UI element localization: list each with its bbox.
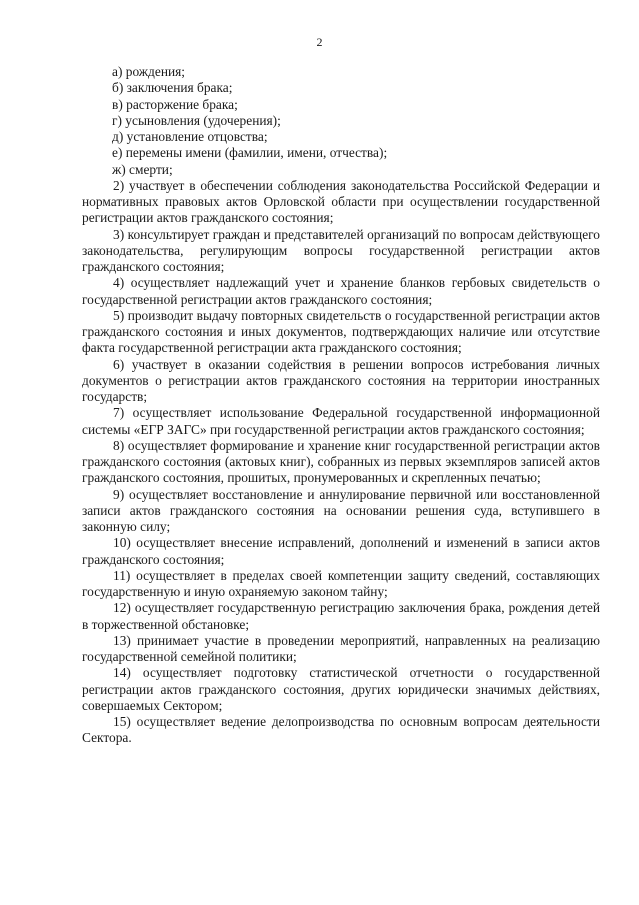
page-number: 2 (316, 35, 323, 49)
paragraph-6: 6) участвует в оказании содействия в решении вопросов истребования личных документов о регистрации актов гражданского состояния на территории иностранных государств; (82, 356, 600, 404)
paragraph-5: 5) производит выдачу повторных свидетельств о государственной регистрации актов гражданского состояния и иных документов, подтверждающих наличие или отсутствие факта государственной регистрации акта гражданского состояния; (82, 307, 600, 356)
list-item-divorce: в) расторжение брака; (112, 96, 238, 112)
paragraph-15: 15) осуществляет ведение делопроизводства по основным вопросам деятельности Сектора. (82, 714, 600, 746)
paragraph-11: 11) осуществляет в пределах своей компетенции защиту сведений, составляющих государственную и иную охраняемую законом тайну; (82, 567, 600, 599)
list-item-name-change: е) перемены имени (фамилии, имени, отчества); (112, 145, 388, 161)
paragraph-9: 9) осуществляет восстановление и аннулирование первичной или восстановленной записи актов гражданского состояния на основании решения суда, вступившего в законную силу; (82, 486, 600, 534)
list-item-death: ж) смерти; (112, 161, 173, 177)
paragraph-13: 13) принимает участие в проведении мероприятий, направленных на реализацию государственной семейной политики; (82, 632, 600, 664)
list-item-paternity: д) установление отцовства; (112, 129, 268, 144)
paragraph-12: 12) осуществляет государственную регистрацию заключения брака, рождения детей в торжественной обстановке; (82, 600, 600, 632)
paragraph-7: 7) осуществляет использование Федеральной государственной информационной системы «ЕГР ЗАГС» при государственной регистрации актов гражданского состояния; (82, 405, 600, 437)
list-item-adoption: г) усыновления (удочерения); (112, 112, 281, 128)
list-item-marriage: б) заключения брака; (112, 80, 233, 96)
paragraph-4: 4) осуществляет надлежащий учет и хранение бланков гербовых свидетельств о государственной регистрации актов гражданского состояния; (82, 275, 600, 307)
document-body (82, 64, 600, 747)
paragraph-14: 14) осуществляет подготовку статистической отчетности о государственной регистрации актов гражданского состояния, других юридически значимых действиях, совершаемых Сектором; (82, 665, 600, 713)
paragraph-8: 8) осуществляет формирование и хранение книг государственной регистрации актов гражданского состояния (актовых книг), собранных из первых экземпляров записей актов гражданского состояния, прошитых, пронумерованных и скрепленных печатью; (82, 437, 600, 486)
paragraph-10: 10) осуществляет внесение исправлений, дополнений и изменений в записи актов гражданского состояния; (82, 535, 600, 567)
paragraph-2: 2) участвует в обеспечении соблюдения законодательства Российской Федерации и нормативных правовых актов Орловской области при осуществлении государственной регистрации актов гражданского состояния; (82, 177, 600, 226)
paragraph-3: 3) консультирует граждан и представителей организаций по вопросам действующего законодательства, регулирующим вопросы государственной регистрации актов гражданского состояния; (82, 226, 600, 274)
list-item-birth: а) рождения; (112, 64, 186, 79)
